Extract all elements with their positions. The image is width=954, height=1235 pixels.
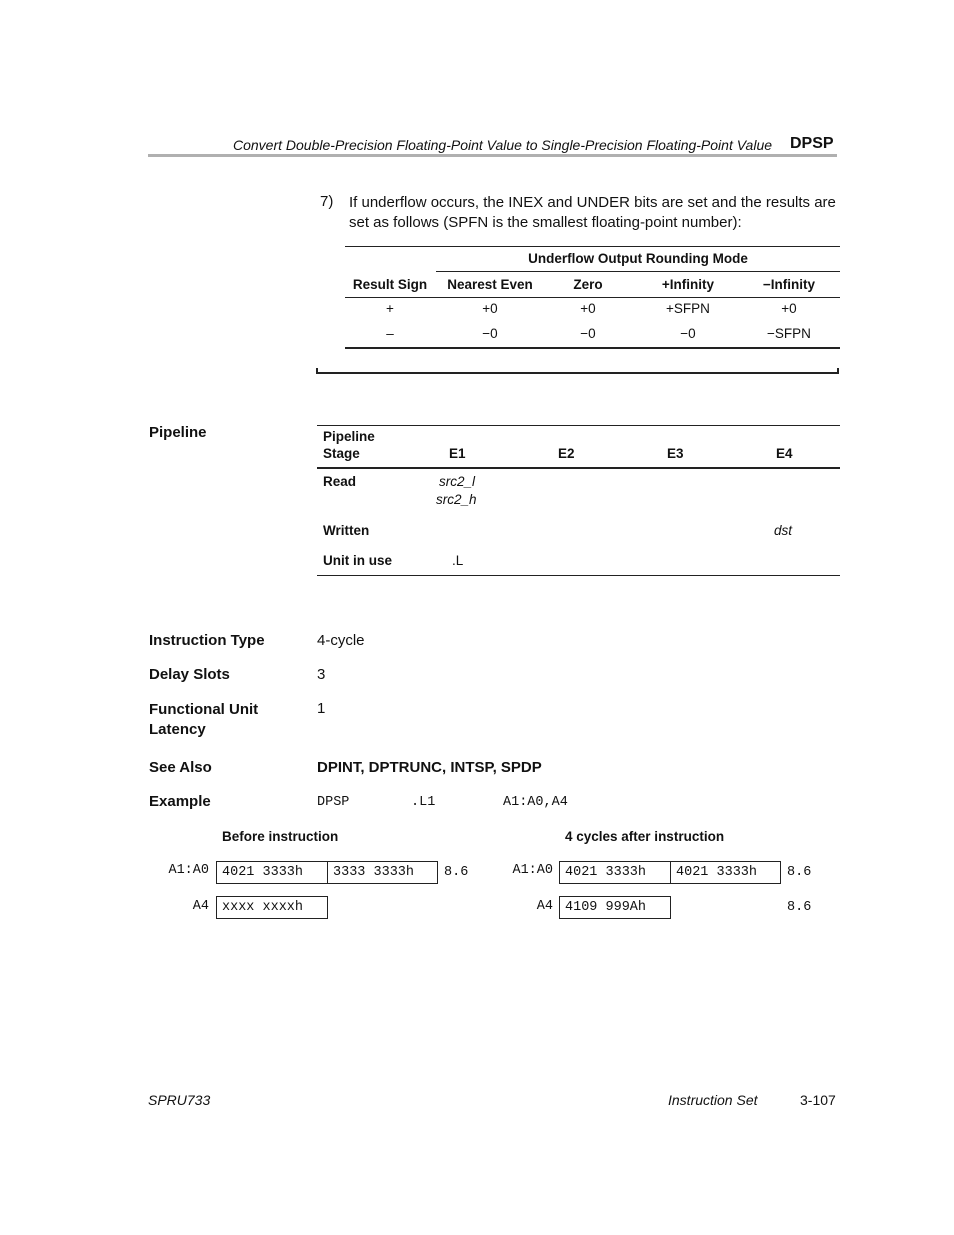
table-cell: +0	[781, 301, 797, 316]
end-of-list-bracket	[316, 368, 839, 374]
pipeline-unit-e1: .L	[452, 553, 464, 568]
before-a1a0-lo-register: 3333 3333h	[327, 861, 438, 884]
column-header-nearest-even: Nearest Even	[447, 277, 533, 292]
column-header-plus-infinity: +Infinity	[661, 277, 715, 292]
table-cell: +0	[482, 301, 498, 316]
table-cell: –	[386, 326, 394, 341]
after-a1a0-label: A1:A0	[512, 863, 553, 878]
pipeline-row-written: Written	[323, 523, 370, 538]
pipeline-read-e1-src2h: src2_h	[436, 492, 477, 507]
table-cell: −SFPN	[767, 326, 811, 341]
example-operands: A1:A0,A4	[503, 795, 568, 810]
before-instruction-caption: Before instruction	[222, 829, 339, 844]
column-header-zero: Zero	[573, 277, 603, 292]
footer-doc-id: SPRU733	[148, 1092, 211, 1108]
pipeline-row-read: Read	[323, 474, 357, 489]
delay-slots-value: 3	[317, 666, 326, 683]
header-rule	[148, 154, 837, 157]
pipeline-stage-header-line1: Pipeline	[323, 429, 375, 444]
running-header-code: DPSP	[790, 135, 834, 152]
table-bottom-rule	[345, 347, 840, 349]
pipeline-header-e3: E3	[667, 446, 684, 461]
pipeline-stage-header-line2: Stage	[323, 446, 360, 461]
functional-unit-latency-label-line1: Functional Unit	[149, 701, 259, 718]
pipeline-bottom-rule	[317, 575, 840, 576]
pipeline-read-e1-src2l: src2_l	[439, 474, 476, 489]
pipeline-header-rule	[317, 467, 840, 469]
table-cell: −0	[580, 326, 596, 341]
instruction-type-label: Instruction Type	[149, 632, 265, 649]
after-a4-value: 8.6	[787, 900, 812, 915]
example-label: Example	[149, 793, 211, 810]
see-also-links: DPINT, DPTRUNC, INTSP, SPDP	[317, 759, 542, 776]
pipeline-written-e4: dst	[774, 523, 793, 538]
see-also-label: See Also	[149, 759, 212, 776]
table-cell: +0	[580, 301, 596, 316]
footer-page-number: 3-107	[800, 1092, 836, 1108]
pipeline-header-e1: E1	[449, 446, 466, 461]
table-cell: −0	[680, 326, 696, 341]
before-a1a0-label: A1:A0	[168, 863, 209, 878]
after-a1a0-lo-register: 4021 3333h	[670, 861, 781, 884]
before-a4-register: xxxx xxxxh	[216, 896, 328, 919]
pipeline-label: Pipeline	[149, 424, 207, 441]
item-number: 7)	[320, 193, 334, 210]
after-a4-register: 4109 999Ah	[559, 896, 671, 919]
before-a1a0-value: 8.6	[444, 865, 469, 880]
pipeline-header-e2: E2	[558, 446, 575, 461]
before-a4-label: A4	[192, 899, 209, 914]
before-a1a0-hi-register: 4021 3333h	[216, 861, 328, 884]
pipeline-top-rule	[317, 425, 840, 426]
item-text: If underflow occurs, the INEX and UNDER bits are set and the results are set as follows (SPFN is the smallest floating-point number):	[349, 194, 836, 231]
table-cell: +SFPN	[666, 301, 710, 316]
delay-slots-label: Delay Slots	[149, 666, 230, 683]
running-header-title: Convert Double-Precision Floating-Point Value to Single-Precision Floating-Point Value	[233, 137, 773, 153]
table-cell: +	[386, 301, 394, 316]
functional-unit-latency-label-line2: Latency	[149, 721, 206, 738]
after-a4-label: A4	[536, 899, 553, 914]
group-header-rule	[436, 271, 840, 272]
example-unit: .L1	[411, 795, 436, 810]
footer-section: Instruction Set	[668, 1092, 758, 1108]
instruction-type-value: 4-cycle	[317, 632, 365, 649]
pipeline-row-unit-in-use: Unit in use	[323, 553, 393, 568]
after-a1a0-hi-register: 4021 3333h	[559, 861, 671, 884]
after-a1a0-value: 8.6	[787, 865, 812, 880]
after-instruction-caption: 4 cycles after instruction	[565, 829, 725, 844]
column-header-result-sign: Result Sign	[352, 277, 428, 292]
example-opcode: DPSP	[317, 795, 350, 810]
column-header-minus-infinity: −Infinity	[762, 277, 816, 292]
underflow-group-header: Underflow Output Rounding Mode	[528, 251, 748, 266]
pipeline-header-e4: E4	[776, 446, 793, 461]
table-top-rule	[345, 246, 840, 247]
functional-unit-latency-value: 1	[317, 700, 326, 717]
header-rule	[345, 297, 840, 298]
table-cell: −0	[482, 326, 498, 341]
